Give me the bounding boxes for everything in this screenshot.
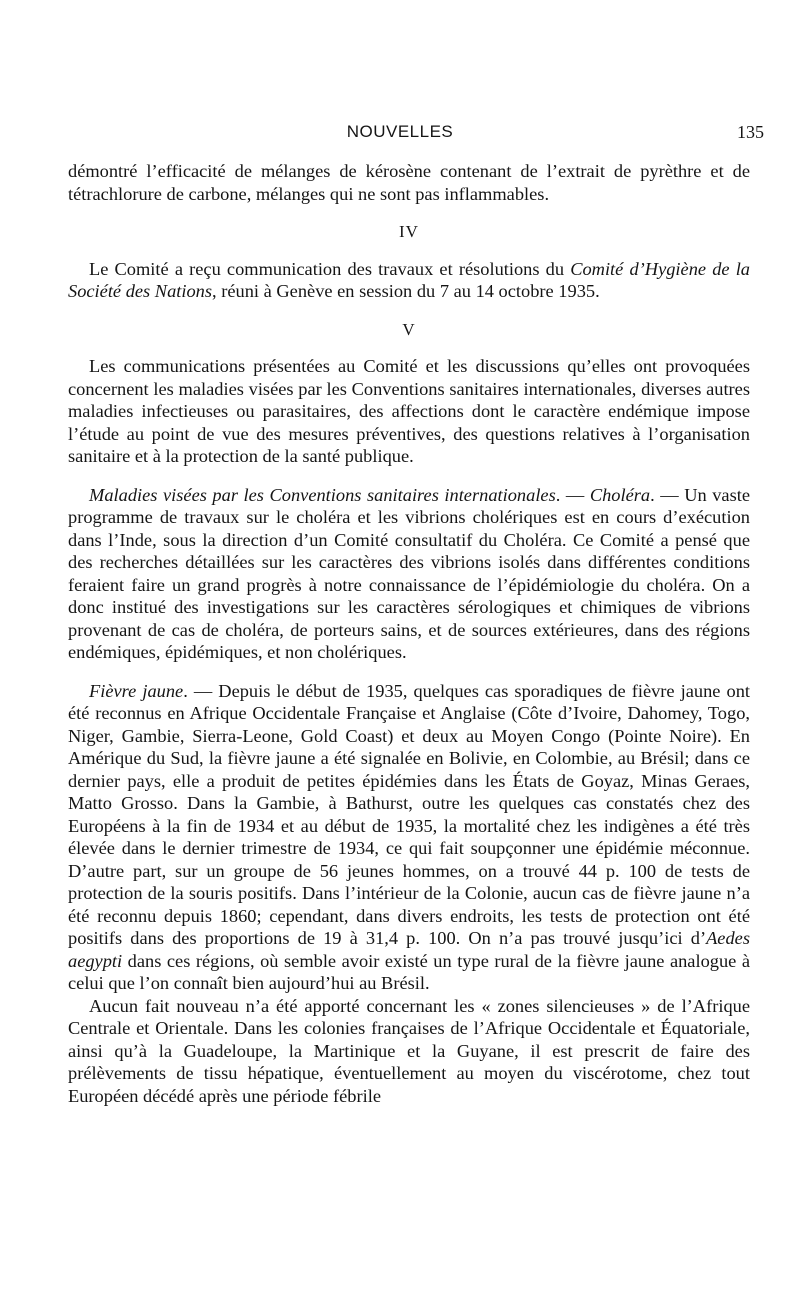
italic-run: Aedes aegypti <box>68 928 750 971</box>
paragraph-continuation: démontré l’efficacité de mélanges de kérosène contenant de l’extrait de pyrèthre et de tétrachlorure de carbone, mélanges qui ne sont pas inflammables. <box>68 161 750 204</box>
italic-run: Choléra <box>589 484 651 505</box>
paragraph-yellow-fever <box>68 680 750 995</box>
text-run: , réuni à Genève en session du 7 au 14 octobre 1935. <box>212 281 600 301</box>
text-run: Le Comité a reçu communication des travaux et résolutions du <box>89 258 571 279</box>
running-head <box>0 118 800 148</box>
paragraph-silent-zones: Aucun fait nouveau n’a été apporté concernant les « zones silencieuses » de l’Afrique Centrale et Orientale. Dans les colonies françaises de l’Afrique Occidentale et Équatoriale, ainsi qu’à la Guadeloupe, la Martinique et la Guyane, il est prescrit de faire des prélèvements de tissu hépatique, éventuellement au moyen du viscérotome, chez tout Européen décédé après une période fébrile <box>68 995 750 1106</box>
body-text <box>68 160 750 1107</box>
text-run: . — Depuis le début de 1935, quelques cas sporadiques de fièvre jaune ont été reconnus en Afrique Occidentale Française et Anglaise (Côte d’Ivoire, Dahomey, Togo, Niger, Gambie, Sierra-Leone, Gold Coast) et deux au Moyen Congo (Pointe Noire). En Amérique du Sud, la fièvre jaune a été signalée en Bolivie, en Colombie, au Brésil; dans ce dernier pays, elle a produit de petites épidémies dans les États de Goyaz, Minas Geraes, Matto Grosso. Dans la Gambie, à Bathurst, outre les quelques cas constatés chez des Européens à la fin de 1934 et au début de 1935, la mortalité chez les indigènes a été très élevée dans le dernier trimestre de 1934, ce qui fait soupçonner une épidémie méconnue. D’autre part, sur un groupe de 56 jeunes hommes, on a trouvé 44 p. 100 de tests de protection de la souris positifs. Dans l’intérieur de la Colonie, aucun cas de fièvre jaune n’a été reconnu depuis 1860; cependant, dans divers endroits, les tests de protection ont été positifs dans des proportions de 19 à 31,4 p. 100. On n’a pas trouvé jusqu’ici d’ <box>68 680 751 948</box>
italic-run: Fièvre jaune <box>89 680 184 701</box>
paragraph-gap <box>68 468 750 484</box>
italic-run: Comité d’Hygiène de la Société des Nations <box>68 258 751 301</box>
text-run: dans ces régions, où semble avoir existé un type rural de la fièvre jaune analogue à celui que l’on connaît bien aujourd’hui au Brésil. <box>68 950 750 993</box>
section-numeral-iv: IV <box>399 222 419 241</box>
paragraph-gap <box>68 664 750 680</box>
paragraph-cholera <box>68 484 750 664</box>
italic-run: Maladies visées par les Conventions sanitaires internationales <box>89 484 556 505</box>
running-title: NOUVELLES <box>346 122 454 141</box>
section-numeral-v: V <box>402 319 416 339</box>
paragraph-communications: Les communications présentées au Comité et les discussions qu’elles ont provoquées concernent les maladies visées par les Conventions sanitaires internationales, diverses autres maladies infectieuses ou parasitaires, des affections dont le caractère endémique impose l’étude au point de vue des mesures préventives, des questions relatives à l’organisation sanitaire et à la protection de la santé publique. <box>68 356 750 466</box>
text-run: . — Un vaste programme de travaux sur le choléra et les vibrions cholériques est en cours d’exécution dans l’Inde, sous la direction d’un Comité consultatif du Choléra. Ce Comité a pensé que des recherches détaillées sur les caractères des vibrions isolés dans différentes conditions feraient faire un grand progrès à notre connaissance de l’épidémiologie du choléra. On a donc institué des investigations sur les caractères sérologiques et chimiques de vibrions provenant de cas de choléra, de porteurs sains, et de sources extérieures, dans des régions endémiques, épidémiques, et non cholériques. <box>68 484 750 662</box>
page-number: 135 <box>737 122 764 142</box>
paragraph-committee <box>68 258 750 303</box>
text-run: . — <box>555 484 590 505</box>
